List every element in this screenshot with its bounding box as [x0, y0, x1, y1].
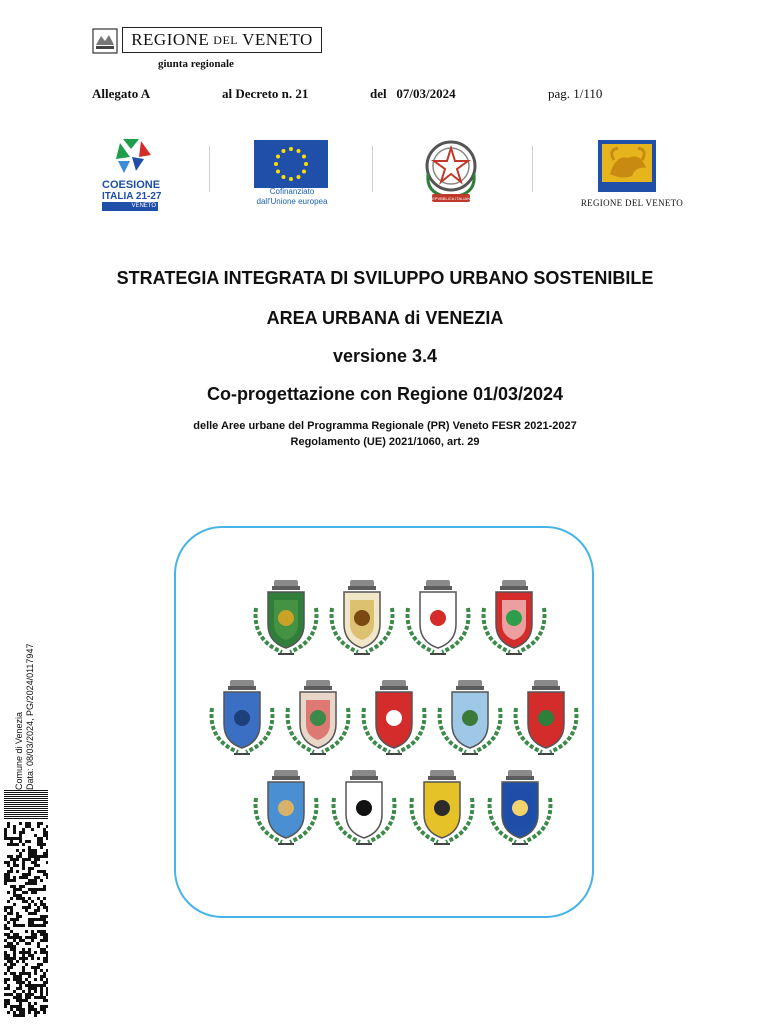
- eu-star-icon: [282, 149, 286, 153]
- logo-word-veneto: VENETO: [242, 30, 313, 49]
- eu-cofinanziato-text: [248, 187, 336, 207]
- giunta-regionale-label: giunta regionale: [158, 58, 234, 70]
- regione-veneto-logo: [92, 27, 328, 57]
- logo-divider: [209, 146, 210, 192]
- datamatrix-barcode-icon: [4, 790, 48, 1018]
- protocol-stamp: [14, 620, 44, 790]
- eu-star-icon: [282, 175, 286, 179]
- italian-republic-emblem-icon: [418, 134, 484, 208]
- municipal-crest-4-icon: [476, 578, 552, 660]
- eu-star-icon: [276, 155, 280, 159]
- eu-star-icon: [289, 177, 293, 181]
- eu-text-line1: Cofinanziato: [269, 187, 315, 196]
- veneto-crest-label: REGIONE DEL VENETO: [580, 198, 684, 208]
- municipal-crest-5-icon: [204, 678, 280, 760]
- eu-flag-icon: [254, 140, 328, 188]
- italia-ribbon-text: REPVBBLICA ITALIANA: [429, 196, 473, 201]
- logo-word-regione: REGIONE: [131, 30, 210, 49]
- municipal-crest-11-icon: [326, 768, 402, 850]
- eu-star-icon: [297, 175, 301, 179]
- coprogettazione-heading: Co-progettazione con Regione 01/03/2024: [206, 384, 564, 404]
- program-subtitle: delle Aree urbane del Programma Regionale (PR) Veneto FESR 2021-2027: [193, 420, 577, 432]
- stamp-line1: Comune di Venezia: [14, 711, 24, 790]
- municipal-crest-6-icon: [280, 678, 356, 760]
- eu-star-icon: [302, 170, 306, 174]
- decree-date: del 07/03/2024: [370, 86, 456, 101]
- eu-star-icon: [274, 162, 278, 166]
- municipal-crest-12-icon: [404, 768, 480, 850]
- eu-star-icon: [276, 170, 280, 174]
- stamp-line2: Data: 08/03/2024, PG/2024/0117947: [25, 643, 35, 790]
- logo-divider: [532, 146, 533, 192]
- eu-star-icon: [302, 155, 306, 159]
- document-area: AREA URBANA di VENEZIA: [266, 308, 504, 328]
- regione-crest-icon: [92, 27, 118, 55]
- logo-divider: [372, 146, 373, 192]
- document-version: versione 3.4: [332, 346, 438, 366]
- municipal-crests-panel: [174, 526, 594, 918]
- municipal-crest-8-icon: [432, 678, 508, 760]
- municipal-crest-3-icon: [400, 578, 476, 660]
- allegato-label: Allegato A: [92, 86, 151, 101]
- regulation-subtitle: Regolamento (UE) 2021/1060, art. 29: [290, 436, 480, 448]
- document-title: STRATEGIA INTEGRATA DI SVILUPPO URBANO SOSTENIBILE: [116, 268, 654, 288]
- regione-logo-text: [122, 27, 322, 53]
- municipal-crest-7-icon: [356, 678, 432, 760]
- eu-star-icon: [297, 149, 301, 153]
- municipal-crest-10-icon: [248, 768, 324, 850]
- coesione-text-1: COESIONE: [102, 179, 161, 191]
- eu-star-icon: [304, 162, 308, 166]
- decreto-label: al Decreto n. 21: [222, 86, 309, 101]
- eu-text-line2: dall'Unione europea: [256, 197, 328, 206]
- municipal-crest-1-icon: [248, 578, 324, 660]
- logo-word-del: DEL: [213, 32, 239, 47]
- coesione-italia-logo: [96, 137, 166, 209]
- coesione-arrows-icon: [96, 137, 166, 175]
- eu-star-icon: [289, 147, 293, 151]
- coesione-text-3: VENETO: [102, 202, 158, 211]
- coesione-text-2: ITALIA 21-27: [102, 191, 162, 202]
- municipal-crest-9-icon: [508, 678, 584, 760]
- municipal-crest-13-icon: [482, 768, 558, 850]
- veneto-lion-crest-icon: [596, 138, 658, 196]
- municipal-crest-2-icon: [324, 578, 400, 660]
- page-number: pag. 1/110: [548, 86, 603, 101]
